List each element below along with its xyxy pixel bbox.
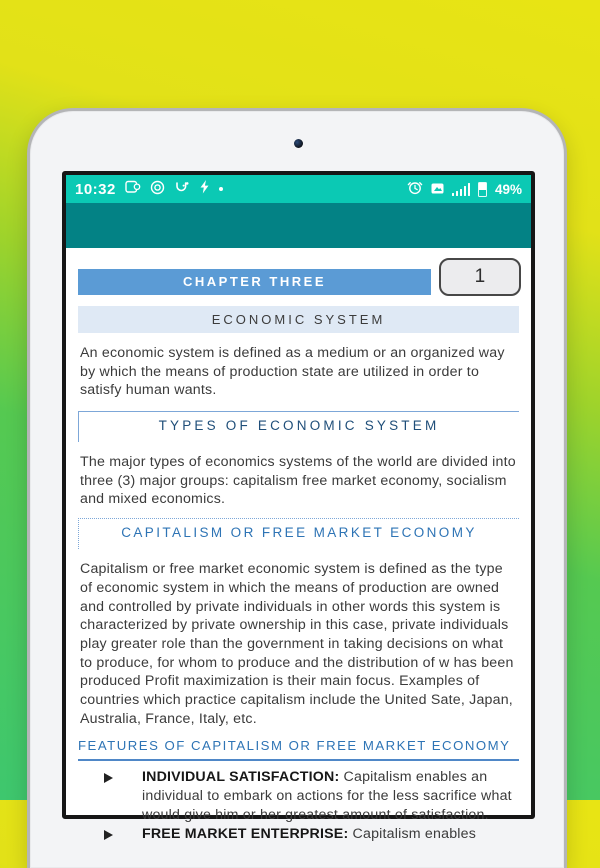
alarm-icon <box>407 180 423 199</box>
chapter-banner: CHAPTER THREE <box>78 269 431 295</box>
signal-icon <box>452 183 470 196</box>
notification-dot <box>219 187 223 191</box>
list-item-body: Capitalism enables an individual to embark on actions for the less sacrifice what would give him or her greatest amount of satisfaction. <box>142 769 512 823</box>
types-paragraph: The major types of economics systems of the world are divided into three (3) major groups: capitalism free market economy, socialism and mixed economics. <box>80 454 516 508</box>
status-bar-left <box>75 180 223 199</box>
status-bar-right <box>407 180 522 199</box>
feature-list <box>78 768 519 844</box>
page-number-tab[interactable]: 1 <box>439 258 521 296</box>
hotspot-icon <box>150 180 165 199</box>
list-item-label: INDIVIDUAL SATISFACTION: <box>142 769 340 786</box>
device-screen <box>62 171 535 843</box>
arrow-bullet-icon <box>104 825 142 844</box>
screen-capture-icon <box>125 180 141 198</box>
list-item-text <box>142 825 519 844</box>
list-item-label: FREE MARKET ENTERPRISE: <box>142 826 349 843</box>
smart-stay-icon <box>174 180 190 198</box>
heading-capitalism: CAPITALISM OR FREE MARKET ECONOMY <box>78 518 519 549</box>
heading-features: FEATURES OF CAPITALISM OR FREE MARKET ECONOMY <box>78 735 519 761</box>
app-header-bar <box>66 203 531 248</box>
heading-types-of-economic-system: TYPES OF ECONOMIC SYSTEM <box>78 411 519 442</box>
document-page <box>66 248 531 844</box>
status-bar <box>66 175 531 203</box>
arrow-bullet-icon <box>104 768 142 824</box>
tablet-device <box>27 108 567 868</box>
list-item <box>78 825 519 844</box>
page-title: ECONOMIC SYSTEM <box>78 306 519 333</box>
list-item-text <box>142 768 519 824</box>
chapter-row <box>78 258 519 297</box>
capitalism-paragraph: Capitalism or free market economic system is defined as the type of economic system in which the means of production are owned and controlled by private individuals in other words this system is characterized by private ownership in this case, private individuals play greater role than the government in taking decisions on what to produce, for whom to produce and the distribution of w has been produced Profit maximization is their main focus. Examples of countries which practice capitalism include the United Sate, Japan, Australia, France, Italy, etc. <box>80 561 514 727</box>
front-camera <box>294 139 303 148</box>
intro-paragraph: An economic system is defined as a medium or an organized way by which the means of production state are utilized in order to satisfy human wants. <box>80 345 505 399</box>
battery-icon <box>478 182 487 197</box>
screen-mirror-icon <box>431 181 444 198</box>
clock-text: 10:32 <box>75 180 116 198</box>
charging-bolt-icon <box>199 180 210 198</box>
list-item-body: Capitalism enables <box>348 826 477 843</box>
list-item <box>78 768 519 824</box>
battery-percent: 49% <box>494 181 522 197</box>
